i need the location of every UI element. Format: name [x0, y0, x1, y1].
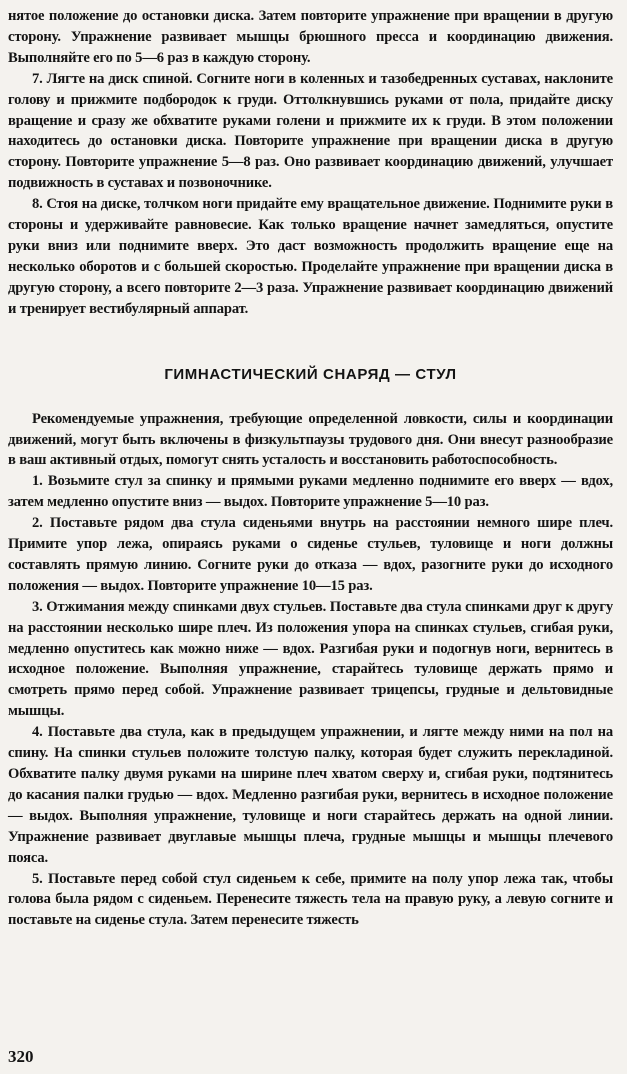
paragraph-exercise-8: 8. Стоя на диске, толчком ноги придайте ему вращательное движение. Поднимите руки в стороны и удерживайте равновесие. Как только вращение начнет замедляться, опустите руки вниз или поднимите вверх. Это даст возможность продолжить вращение еще на несколько оборотов и с большей скоростью. Проделайте упражнение при вращении диска в другую сторону, а всего повторите 2—3 раза. Упражнение развивает координацию движений и тренирует вестибулярный аппарат.: [8, 196, 613, 317]
paragraph-exercise-4: 4. Поставьте два стула, как в предыдущем упражнении, и лягте между ними на пол на спину. На спинки стульев положите толстую палку, которая будет служить перекладиной. Обхватите палку двумя руками на ширине плеч хватом сверху и, сгибая руки, подтянитесь до касания палки грудью — вдох. Медленно разгибая руки, вернитесь в исходное положение — выдох. Выполняя упражнение, туловище и ноги старайтесь держать на одной линии. Упражнение развивает двуглавые мышцы плеча, грудные мышцы и мышцы плечевого пояса.: [8, 724, 613, 866]
paragraph-exercise-7: 7. Лягте на диск спиной. Согните ноги в коленных и тазобедренных суставах, наклоните голову и прижмите подбородок к груди. Оттолкнувшись руками от пола, придайте диску вращение и сразу же обхватите руками голени и прижмите их к груди. В этом положении находитесь до остановки диска. Повторите упражнение при вращении диска в другую сторону. Повторите упражнение 5—8 раз. Оно развивает координацию движений, улучшает подвижность в суставах и позвоночнике.: [8, 70, 613, 192]
section-heading: ГИМНАСТИЧЕСКИЙ СНАРЯД — СТУЛ: [164, 365, 457, 383]
top-text-block: [8, 6, 613, 320]
page-number: 320: [8, 1047, 34, 1066]
paragraph-continued: нятое положение до остановки диска. Затем повторите упражнение при вращении в другую сторону. Упражнение развивает мышцы брюшного пресса и координацию движения. Выполняйте его по 5—6 раз в каждую сторону.: [8, 8, 613, 66]
paragraph-intro: Рекомендуемые упражнения, требующие определенной ловкости, силы и координации движений, могут быть включены в физкультпаузы трудового дня. Они внесут разнообразие в ваш активный отдых, помогут снять усталость и восстановить работоспособность.: [8, 410, 613, 469]
section-text-block: [8, 409, 613, 932]
paragraph-exercise-2: 2. Поставьте рядом два стула сиденьями внутрь на расстоянии немного шире плеч. Примите упор лежа, опираясь руками о сиденье стульев, туловище и ноги должны составлять прямую линию. Согните руки до отказа — вдох, разогните руки до исходного положения — выдох. Повторите упражнение 10—15 раз.: [8, 515, 613, 594]
paragraph-exercise-1: 1. Возьмите стул за спинку и прямыми руками медленно поднимите его вверх — вдох, затем медленно опустите вниз — выдох. Повторите упражнение 5—10 раз.: [8, 473, 613, 511]
paragraph-exercise-5: 5. Поставьте перед собой стул сиденьем к себе, примите на полу упор лежа так, чтобы голова была рядом с сиденьем. Перенесите тяжесть тела на правую руку, а левую согните и поставьте на сиденье стула. Затем перенесите тяжесть: [8, 870, 613, 929]
paragraph-exercise-3: 3. Отжимания между спинками двух стульев. Поставьте два стула спинками друг к другу на расстоянии несколько шире плеч. Из положения упора на спинках стульев, сгибая руки, медленно опуститесь как можно ниже — вдох. Разгибая руки и подогнув ноги, вернитесь в исходное положение. Выполняя упражнение, старайтесь туловище держать прямо и смотреть прямо перед собой. Упражнение развивает трицепсы, грудные и дельтовидные мышцы.: [8, 598, 613, 720]
